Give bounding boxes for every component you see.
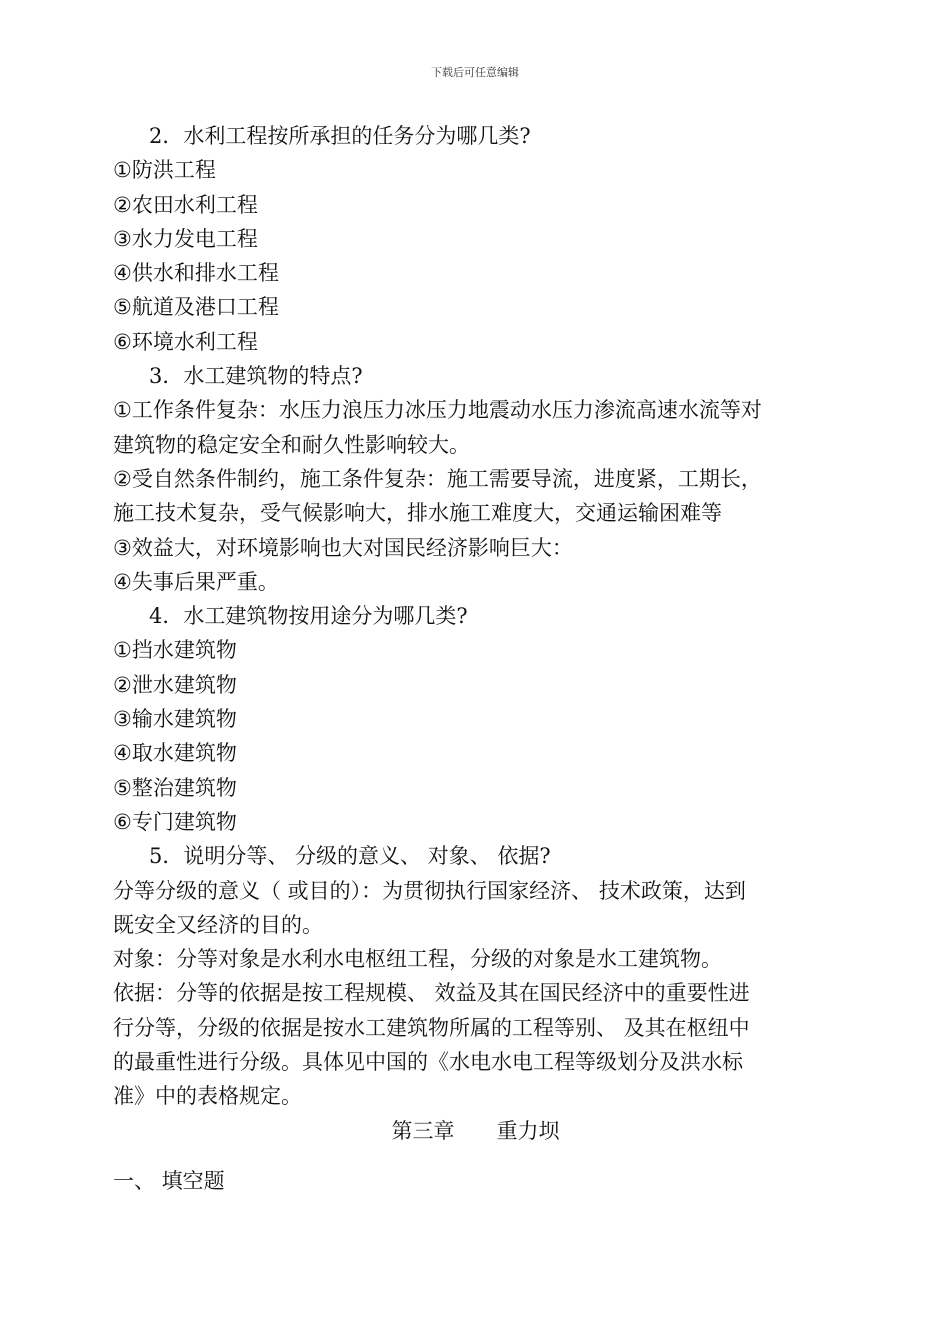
text-line: 既安全又经济的目的。	[113, 912, 323, 937]
text-line: ④失事后果严重。	[113, 569, 279, 594]
section-heading: 一、 填空题	[113, 1168, 225, 1193]
list-item: ⑥专门建筑物	[113, 809, 237, 834]
list-item: ④供水和排水工程	[113, 261, 279, 286]
question-5-title: 5．说明分等、 分级的意义、 对象、 依据?	[149, 844, 551, 869]
text-line: ①工作条件复杂：水压力浪压力冰压力地震动水压力渗流高速水流等对	[113, 398, 762, 423]
text-line: ③效益大，对环境影响也大对国民经济影响巨大：	[113, 535, 573, 560]
list-item: ②泄水建筑物	[113, 672, 237, 697]
list-item: ②农田水利工程	[113, 192, 258, 217]
list-item: ③输水建筑物	[113, 707, 237, 732]
text-line: 施工技术复杂，受气候影响大，排水施工难度大，交通运输困难等	[113, 501, 722, 526]
text-line: 分等分级的意义（ 或目的）：为贯彻执行国家经济、 技术政策，达到	[113, 878, 746, 903]
text-line: 依据：分等的依据是按工程规模、 效益及其在国民经济中的重要性进	[113, 981, 750, 1006]
question-4-title: 4．水工建筑物按用途分为哪几类?	[149, 604, 468, 629]
question-3-title: 3．水工建筑物的特点?	[149, 364, 363, 389]
text-line: 准》中的表格规定。	[113, 1084, 302, 1109]
question-2-title: 2．水利工程按所承担的任务分为哪几类?	[149, 124, 531, 148]
list-item: ④取水建筑物	[113, 741, 237, 766]
text-line: 建筑物的稳定安全和耐久性影响较大。	[113, 432, 470, 457]
list-item: ①防洪工程	[113, 158, 216, 183]
list-item: ⑥环境水利工程	[113, 329, 258, 354]
page-header: 下载后可任意编辑	[431, 66, 519, 79]
text-line: 对象：分等对象是水利水电枢纽工程，分级的对象是水工建筑物。	[113, 947, 722, 972]
list-item: ⑤航道及港口工程	[113, 295, 279, 320]
text-line: 行分等，分级的依据是按水工建筑物所属的工程等别、 及其在枢纽中	[113, 1015, 750, 1040]
text-line: ②受自然条件制约，施工条件复杂：施工需要导流，进度紧，工期长，	[113, 466, 762, 491]
list-item: ①挡水建筑物	[113, 638, 237, 663]
document-body	[113, 119, 838, 1198]
list-item: ⑤整治建筑物	[113, 775, 237, 800]
list-item: ③水力发电工程	[113, 226, 258, 251]
text-line: 的最重性进行分级。具体见中国的《水电水电工程等级划分及洪水标	[113, 1050, 743, 1075]
chapter-title: 第三章 重力坝	[391, 1118, 560, 1143]
